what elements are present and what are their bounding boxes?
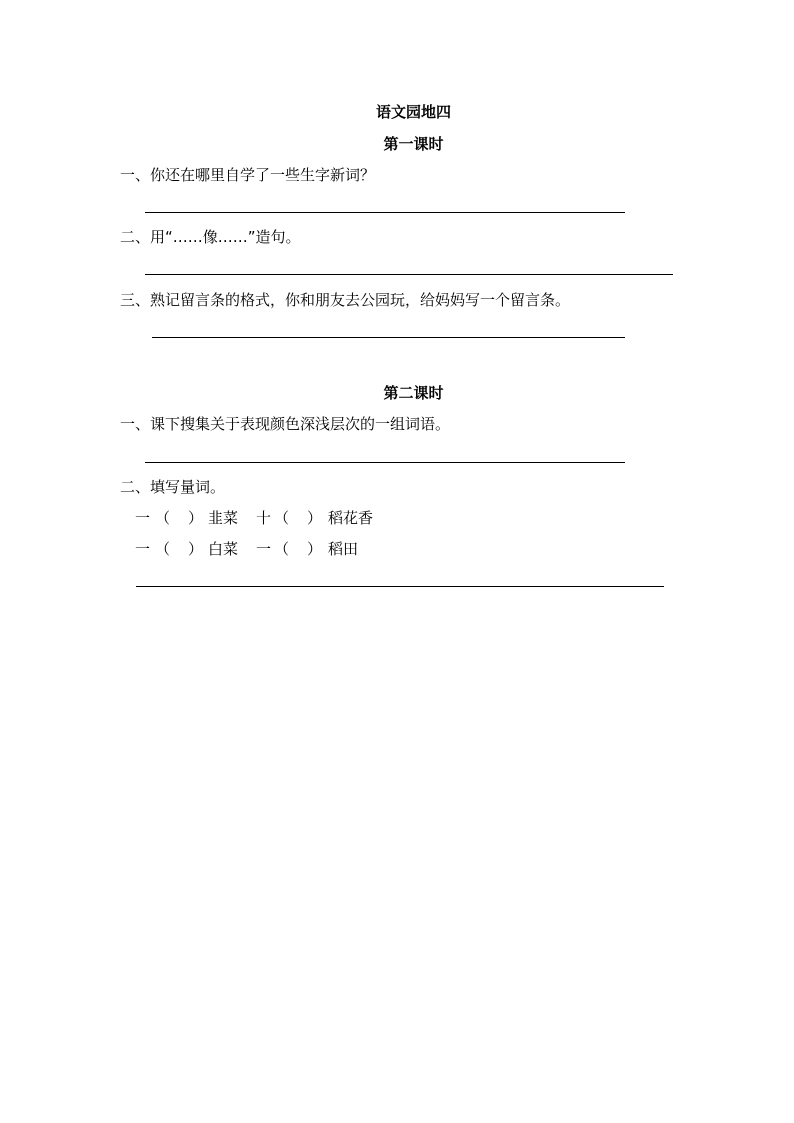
answer-line-1-3[interactable]	[152, 337, 625, 338]
numeral: 一	[135, 540, 151, 558]
numeral: 一	[256, 540, 272, 558]
noun-word: 韭菜	[208, 509, 239, 527]
answer-line-2-1[interactable]	[145, 462, 625, 463]
question-2-1: 一、课下搜集关于表现颜色深浅层次的一组词语。	[120, 415, 451, 433]
close-paren: ）	[188, 540, 204, 558]
question-1-2: 二、用“……像……”造句。	[120, 228, 301, 246]
close-paren: ）	[188, 509, 204, 527]
noun-word: 稻田	[328, 540, 359, 558]
numeral: 十	[256, 509, 272, 527]
question-1-1: 一、你还在哪里自学了一些生字新词？	[120, 166, 376, 184]
question-2-2: 二、填写量词。	[120, 478, 226, 496]
open-paren: （	[274, 540, 290, 558]
question-1-3: 三、熟记留言条的格式，你和朋友去公园玩，给妈妈写一个留言条。	[120, 291, 571, 309]
section-heading-lesson-2: 第二课时	[383, 384, 444, 402]
numeral: 一	[135, 509, 151, 527]
answer-line-2-2[interactable]	[136, 586, 664, 587]
noun-word: 稻花香	[328, 509, 374, 527]
open-paren: （	[155, 509, 171, 527]
open-paren: （	[155, 540, 171, 558]
answer-line-1-2[interactable]	[145, 274, 673, 275]
close-paren: ）	[307, 509, 323, 527]
page-title: 语文园地四	[375, 103, 451, 121]
close-paren: ）	[307, 540, 323, 558]
noun-word: 白菜	[208, 540, 239, 558]
open-paren: （	[274, 509, 290, 527]
answer-line-1-1[interactable]	[145, 212, 625, 213]
section-heading-lesson-1: 第一课时	[383, 135, 444, 153]
